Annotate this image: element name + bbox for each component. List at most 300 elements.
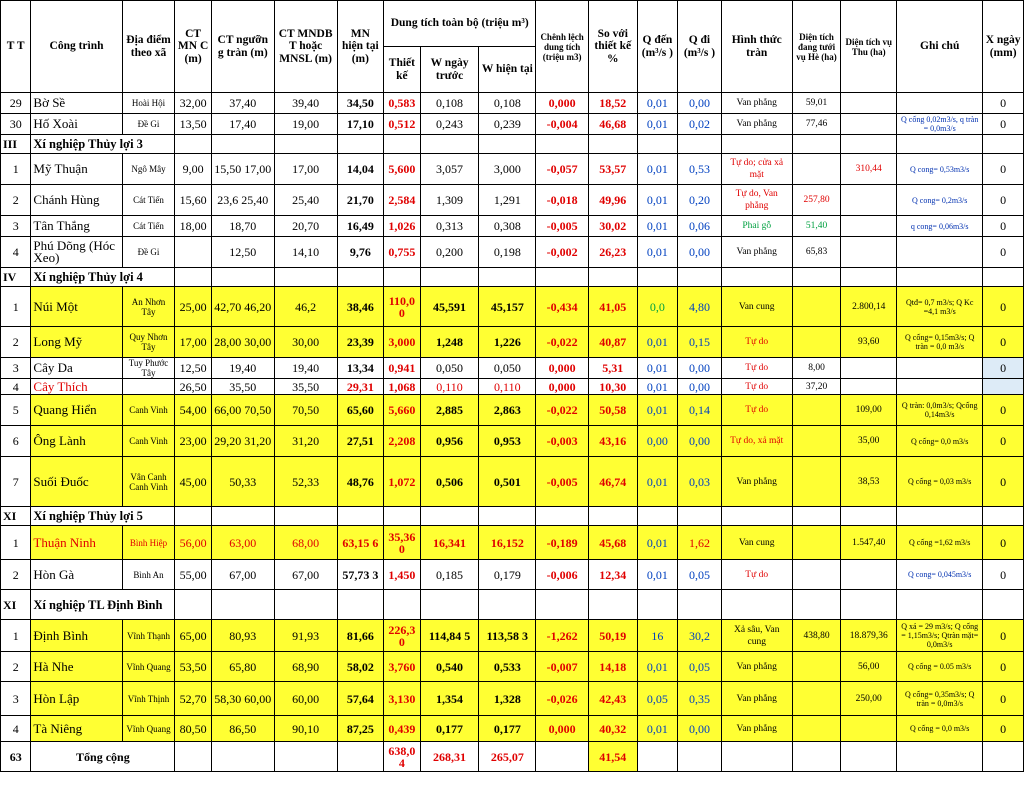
cell-so-voi: 5,31 [588, 358, 637, 379]
cell-w-hien-tai: 1,291 [479, 185, 536, 216]
cell-q-di: 0,35 [678, 682, 722, 716]
cell-so-voi: 53,57 [588, 154, 637, 185]
cell-xa: Bình An [122, 560, 175, 590]
cell-mnc: 9,00 [175, 154, 211, 185]
cell-q-di: 0,20 [678, 185, 722, 216]
empty-cell [792, 135, 841, 154]
cell-w-ngay-truoc: 2,885 [420, 395, 479, 426]
cell-dt-he [792, 652, 841, 682]
cell-mn: 13,34 [337, 358, 384, 379]
cell-thiet-ke: 1,072 [384, 457, 420, 507]
cell-q-den: 0,01 [637, 716, 678, 742]
cell-x-ngay: 0 [983, 237, 1024, 268]
cell-mn: 87,25 [337, 716, 384, 742]
empty-cell [479, 268, 536, 287]
cell-q-di: 30,2 [678, 620, 722, 652]
empty-cell [897, 268, 983, 287]
col-chenh-lech: Chênh lệch dung tích (triệu m3) [536, 1, 589, 93]
cell-name: Phú Dõng (Hóc Xeo) [31, 237, 122, 268]
cell-hinh-thuc: Tự do, xả mặt [721, 426, 792, 457]
col-ghi-chu: Ghi chú [897, 1, 983, 93]
cell-nguong: 50,33 [211, 457, 274, 507]
cell-ghi-chu: Q cống= 0,0 m3/s [897, 426, 983, 457]
cell-ghi-chu: Q cong= 0,53m3/s [897, 154, 983, 185]
cell-q-den: 0,01 [637, 114, 678, 135]
cell-x-ngay: 0 [983, 526, 1024, 560]
cell-dt-thu: 2.800,14 [841, 287, 897, 327]
cell-mnc: 13,50 [175, 114, 211, 135]
cell-mndbt: 90,10 [274, 716, 337, 742]
cell-mn: 48,76 [337, 457, 384, 507]
cell-name: Bờ Sề [31, 93, 122, 114]
cell-tt: 4 [1, 716, 31, 742]
cell-xa: Canh Vinh [122, 395, 175, 426]
cell-mndbt: 19,40 [274, 358, 337, 379]
cell-chenh-lech: -0,006 [536, 560, 589, 590]
cell-thiet-ke: 0,941 [384, 358, 420, 379]
cell-q-di: 0,00 [678, 426, 722, 457]
empty-cell [536, 507, 589, 526]
cell-so-voi: 40,87 [588, 327, 637, 358]
empty-cell [274, 268, 337, 287]
empty-cell [536, 742, 589, 772]
cell-thiet-ke: 1,068 [384, 379, 420, 395]
cell-dt-he [792, 426, 841, 457]
cell-dt-thu: 250,00 [841, 682, 897, 716]
cell-name: Hòn Lập [31, 682, 122, 716]
cell-mn: 27,51 [337, 426, 384, 457]
cell-mn: 38,46 [337, 287, 384, 327]
table-row [1, 457, 1024, 507]
cell-w-ngay-truoc: 0,540 [420, 652, 479, 682]
cell-mn: 17,10 [337, 114, 384, 135]
cell-w-hien-tai: 45,157 [479, 287, 536, 327]
cell-thiet-ke: 35,36 0 [384, 526, 420, 560]
total-w-hien-tai: 265,07 [479, 742, 536, 772]
cell-mndbt: 30,00 [274, 327, 337, 358]
cell-ghi-chu [897, 237, 983, 268]
cell-so-voi: 30,02 [588, 216, 637, 237]
empty-cell [678, 507, 722, 526]
cell-so-voi: 26,23 [588, 237, 637, 268]
cell-thiet-ke: 2,584 [384, 185, 420, 216]
cell-tt: 5 [1, 395, 31, 426]
empty-cell [637, 742, 678, 772]
cell-q-di: 0,02 [678, 114, 722, 135]
cell-x-ngay: 0 [983, 560, 1024, 590]
cell-mndbt: 68,90 [274, 652, 337, 682]
cell-nguong: 80,93 [211, 620, 274, 652]
cell-nguong: 23,6 25,40 [211, 185, 274, 216]
cell-mn: 14,04 [337, 154, 384, 185]
col-cong-trinh: Công trình [31, 1, 122, 93]
empty-cell [274, 507, 337, 526]
cell-w-ngay-truoc: 45,591 [420, 287, 479, 327]
cell-chenh-lech: 0,000 [536, 379, 589, 395]
cell-name: Núi Một [31, 287, 122, 327]
cell-so-voi: 40,32 [588, 716, 637, 742]
cell-x-ngay: 0 [983, 154, 1024, 185]
cell-so-voi: 46,74 [588, 457, 637, 507]
col-hinh-thuc: Hình thức tràn [721, 1, 792, 93]
cell-q-den: 0,01 [637, 652, 678, 682]
cell-mndbt: 60,00 [274, 682, 337, 716]
cell-dt-he: 59,01 [792, 93, 841, 114]
cell-hinh-thuc: Van cung [721, 526, 792, 560]
cell-dt-thu [841, 560, 897, 590]
empty-cell [897, 742, 983, 772]
cell-mn: 16,49 [337, 216, 384, 237]
cell-chenh-lech: -0,007 [536, 652, 589, 682]
cell-w-hien-tai: 1,328 [479, 682, 536, 716]
cell-so-voi: 18,52 [588, 93, 637, 114]
cell-q-di: 0,05 [678, 652, 722, 682]
cell-mnc: 23,00 [175, 426, 211, 457]
cell-mn: 34,50 [337, 93, 384, 114]
col-w-hien-tai: W hiện tại [479, 47, 536, 93]
cell-q-den: 0,01 [637, 93, 678, 114]
cell-ghi-chu: Q cống= 0,15m3/s; Q tràn = 0,0 m3/s [897, 327, 983, 358]
empty-cell [721, 507, 792, 526]
cell-dt-he [792, 457, 841, 507]
cell-q-den: 0,01 [637, 237, 678, 268]
section-row [1, 507, 1024, 526]
cell-mnc: 18,00 [175, 216, 211, 237]
cell-w-hien-tai: 0,308 [479, 216, 536, 237]
empty-cell [983, 507, 1024, 526]
empty-cell [274, 590, 337, 620]
cell-tt: 2 [1, 560, 31, 590]
cell-w-hien-tai: 0,501 [479, 457, 536, 507]
empty-cell [337, 268, 384, 287]
cell-mnc: 25,00 [175, 287, 211, 327]
empty-cell [420, 135, 479, 154]
cell-mndbt: 35,50 [274, 379, 337, 395]
table-row [1, 237, 1024, 268]
cell-name: Chánh Hùng [31, 185, 122, 216]
empty-cell [175, 507, 211, 526]
cell-dt-thu [841, 216, 897, 237]
cell-x-ngay: 0 [983, 426, 1024, 457]
cell-nguong: 63,00 [211, 526, 274, 560]
cell-x-ngay: 0 [983, 395, 1024, 426]
cell-so-voi: 42,43 [588, 682, 637, 716]
empty-cell [637, 135, 678, 154]
cell-dt-he [792, 287, 841, 327]
cell-thiet-ke: 2,208 [384, 426, 420, 457]
cell-x-ngay: 0 [983, 327, 1024, 358]
cell-chenh-lech: -0,022 [536, 395, 589, 426]
cell-xa: An Nhơn Tây [122, 287, 175, 327]
table-row [1, 526, 1024, 560]
cell-mndbt: 52,33 [274, 457, 337, 507]
cell-xa: Ngô Mây [122, 154, 175, 185]
empty-cell [983, 135, 1024, 154]
cell-x-ngay: 0 [983, 652, 1024, 682]
cell-dt-thu [841, 379, 897, 395]
cell-ghi-chu [897, 379, 983, 395]
cell-mnc: 15,60 [175, 185, 211, 216]
cell-w-ngay-truoc: 1,354 [420, 682, 479, 716]
cell-mn: 9,76 [337, 237, 384, 268]
cell-q-di: 0,06 [678, 216, 722, 237]
cell-dt-he [792, 716, 841, 742]
cell-hinh-thuc: Phai gỗ [721, 216, 792, 237]
cell-tt: 1 [1, 526, 31, 560]
cell-tt: 4 [1, 237, 31, 268]
cell-hinh-thuc: Tự do [721, 358, 792, 379]
cell-tt: 1 [1, 287, 31, 327]
col-ct-nguong: CT ngưỡn g tràn (m) [211, 1, 274, 93]
cell-mndbt: 39,40 [274, 93, 337, 114]
empty-cell [337, 507, 384, 526]
col-dt-thu: Diện tích vụ Thu (ha) [841, 1, 897, 93]
cell-nguong: 15,50 17,00 [211, 154, 274, 185]
cell-thiet-ke: 3,000 [384, 327, 420, 358]
cell-q-den: 0,0 [637, 287, 678, 327]
table-row [1, 327, 1024, 358]
cell-thiet-ke: 0,439 [384, 716, 420, 742]
cell-chenh-lech: -0,004 [536, 114, 589, 135]
cell-tt: 1 [1, 620, 31, 652]
cell-dt-thu: 35,00 [841, 426, 897, 457]
cell-mndbt: 91,93 [274, 620, 337, 652]
cell-so-voi: 10,30 [588, 379, 637, 395]
cell-name: Tà Niêng [31, 716, 122, 742]
cell-dt-thu [841, 358, 897, 379]
col-ct-mnc: CT MN C (m) [175, 1, 211, 93]
cell-xa: Cát Tiến [122, 216, 175, 237]
cell-dt-he [792, 526, 841, 560]
cell-ghi-chu: Q cong= 0,2m3/s [897, 185, 983, 216]
cell-nguong: 28,00 30,00 [211, 327, 274, 358]
empty-cell [420, 507, 479, 526]
cell-mn: 63,15 6 [337, 526, 384, 560]
cell-w-ngay-truoc: 0,313 [420, 216, 479, 237]
cell-dt-thu: 109,00 [841, 395, 897, 426]
cell-dt-thu: 93,60 [841, 327, 897, 358]
cell-so-voi: 12,34 [588, 560, 637, 590]
cell-hinh-thuc: Van cung [721, 287, 792, 327]
cell-q-den: 0,01 [637, 185, 678, 216]
cell-dt-thu [841, 93, 897, 114]
section-number: IV [1, 268, 31, 287]
cell-hinh-thuc: Tự do [721, 560, 792, 590]
cell-so-voi: 50,19 [588, 620, 637, 652]
cell-nguong: 35,50 [211, 379, 274, 395]
cell-name: Cây Thích [31, 379, 122, 395]
cell-name: Hố Xoài [31, 114, 122, 135]
cell-mndbt: 70,50 [274, 395, 337, 426]
cell-w-hien-tai: 2,863 [479, 395, 536, 426]
cell-tt: 3 [1, 358, 31, 379]
cell-dt-he: 65,83 [792, 237, 841, 268]
cell-w-hien-tai: 16,152 [479, 526, 536, 560]
empty-cell [175, 590, 211, 620]
col-w-ngay-truoc: W ngày trước [420, 47, 479, 93]
cell-xa: Đề Gi [122, 237, 175, 268]
table-row [1, 652, 1024, 682]
cell-tt: 29 [1, 93, 31, 114]
cell-dt-he [792, 682, 841, 716]
cell-q-den: 0,05 [637, 682, 678, 716]
cell-mndbt: 14,10 [274, 237, 337, 268]
cell-q-den: 16 [637, 620, 678, 652]
cell-q-den: 0,01 [637, 216, 678, 237]
cell-q-di: 0,05 [678, 560, 722, 590]
empty-cell [337, 590, 384, 620]
cell-mndbt: 67,00 [274, 560, 337, 590]
cell-nguong: 86,50 [211, 716, 274, 742]
cell-q-den: 0,01 [637, 358, 678, 379]
cell-chenh-lech: -0,434 [536, 287, 589, 327]
cell-hinh-thuc: Van phẳng [721, 682, 792, 716]
section-label: Xí nghiệp Thủy lợi 4 [31, 268, 175, 287]
cell-w-hien-tai: 0,110 [479, 379, 536, 395]
cell-w-ngay-truoc: 0,110 [420, 379, 479, 395]
cell-ghi-chu: Q cống = 0,0 m3/s [897, 716, 983, 742]
cell-chenh-lech: -0,022 [536, 327, 589, 358]
cell-mnc: 80,50 [175, 716, 211, 742]
cell-mn: 23,39 [337, 327, 384, 358]
cell-mndbt: 17,00 [274, 154, 337, 185]
table-row [1, 114, 1024, 135]
section-number: XI [1, 507, 31, 526]
cell-mndbt: 31,20 [274, 426, 337, 457]
cell-w-hien-tai: 0,239 [479, 114, 536, 135]
cell-dt-thu: 56,00 [841, 652, 897, 682]
empty-cell [384, 590, 420, 620]
cell-tt: 3 [1, 682, 31, 716]
empty-cell [841, 135, 897, 154]
cell-dt-he: 77,46 [792, 114, 841, 135]
empty-cell [841, 268, 897, 287]
cell-q-di: 1,62 [678, 526, 722, 560]
cell-xa: Vĩnh Quang [122, 652, 175, 682]
cell-hinh-thuc: Van phẳng [721, 93, 792, 114]
section-row [1, 268, 1024, 287]
cell-mn: 57,73 3 [337, 560, 384, 590]
cell-dt-thu [841, 716, 897, 742]
cell-thiet-ke: 1,026 [384, 216, 420, 237]
cell-q-di: 0,00 [678, 237, 722, 268]
cell-q-di: 0,15 [678, 327, 722, 358]
cell-nguong: 58,30 60,00 [211, 682, 274, 716]
cell-q-den: 0,01 [637, 154, 678, 185]
empty-cell [337, 742, 384, 772]
cell-dt-he [792, 560, 841, 590]
cell-mndbt: 46,2 [274, 287, 337, 327]
cell-thiet-ke: 110,0 0 [384, 287, 420, 327]
cell-thiet-ke: 1,450 [384, 560, 420, 590]
cell-dt-he: 8,00 [792, 358, 841, 379]
empty-cell [588, 268, 637, 287]
col-ct-mndbt: CT MNDB T hoặc MNSL (m) [274, 1, 337, 93]
cell-thiet-ke: 0,583 [384, 93, 420, 114]
cell-thiet-ke: 0,755 [384, 237, 420, 268]
total-so-voi: 41,54 [588, 742, 637, 772]
cell-ghi-chu: q cong= 0,06m3/s [897, 216, 983, 237]
cell-tt: 3 [1, 216, 31, 237]
cell-q-di: 0,03 [678, 457, 722, 507]
empty-cell [721, 590, 792, 620]
cell-name: Quang Hiển [31, 395, 122, 426]
cell-mnc [175, 237, 211, 268]
cell-x-ngay: 0 [983, 216, 1024, 237]
col-q-den: Q đến (m³/s ) [637, 1, 678, 93]
cell-so-voi: 50,58 [588, 395, 637, 426]
total-count: 63 [1, 742, 31, 772]
empty-cell [841, 742, 897, 772]
cell-xa: Quy Nhơn Tây [122, 327, 175, 358]
cell-q-den: 0,01 [637, 560, 678, 590]
empty-cell [792, 742, 841, 772]
cell-w-ngay-truoc: 0,243 [420, 114, 479, 135]
table-row [1, 93, 1024, 114]
cell-w-hien-tai: 0,177 [479, 716, 536, 742]
cell-hinh-thuc: Tự do; cửa xả mặt [721, 154, 792, 185]
empty-cell [337, 135, 384, 154]
empty-cell [175, 135, 211, 154]
cell-w-ngay-truoc: 16,341 [420, 526, 479, 560]
cell-name: Mỹ Thuận [31, 154, 122, 185]
cell-ghi-chu [897, 358, 983, 379]
cell-chenh-lech: 0,000 [536, 358, 589, 379]
cell-dt-thu [841, 185, 897, 216]
cell-q-di: 0,00 [678, 93, 722, 114]
empty-cell [420, 590, 479, 620]
empty-cell [983, 590, 1024, 620]
cell-ghi-chu: Q cống = 0,03 m3/s [897, 457, 983, 507]
cell-chenh-lech: -0,002 [536, 237, 589, 268]
cell-tt: 2 [1, 652, 31, 682]
cell-chenh-lech: -0,005 [536, 457, 589, 507]
cell-nguong: 18,70 [211, 216, 274, 237]
empty-cell [721, 268, 792, 287]
empty-cell [536, 268, 589, 287]
cell-q-den: 0,01 [637, 327, 678, 358]
cell-mnc: 32,00 [175, 93, 211, 114]
col-q-di: Q đi (m³/s ) [678, 1, 722, 93]
empty-cell [792, 507, 841, 526]
table-row [1, 716, 1024, 742]
cell-so-voi: 43,16 [588, 426, 637, 457]
table-row [1, 379, 1024, 395]
cell-chenh-lech: -0,057 [536, 154, 589, 185]
empty-cell [175, 268, 211, 287]
cell-w-hien-tai: 0,198 [479, 237, 536, 268]
cell-nguong: 66,00 70,50 [211, 395, 274, 426]
section-number: III [1, 135, 31, 154]
cell-w-hien-tai: 0,533 [479, 652, 536, 682]
cell-mnc: 45,00 [175, 457, 211, 507]
total-w-ngay-truoc: 268,31 [420, 742, 479, 772]
cell-so-voi: 49,96 [588, 185, 637, 216]
cell-tt: 7 [1, 457, 31, 507]
cell-dt-thu [841, 114, 897, 135]
table-row [1, 426, 1024, 457]
cell-mnc: 55,00 [175, 560, 211, 590]
cell-xa: Canh Vinh [122, 426, 175, 457]
cell-mnc: 54,00 [175, 395, 211, 426]
cell-mndbt: 19,00 [274, 114, 337, 135]
col-thiet-ke: Thiết kế [384, 47, 420, 93]
cell-chenh-lech: -0,018 [536, 185, 589, 216]
empty-cell [479, 507, 536, 526]
table-row [1, 185, 1024, 216]
cell-w-ngay-truoc: 1,309 [420, 185, 479, 216]
cell-nguong: 67,00 [211, 560, 274, 590]
